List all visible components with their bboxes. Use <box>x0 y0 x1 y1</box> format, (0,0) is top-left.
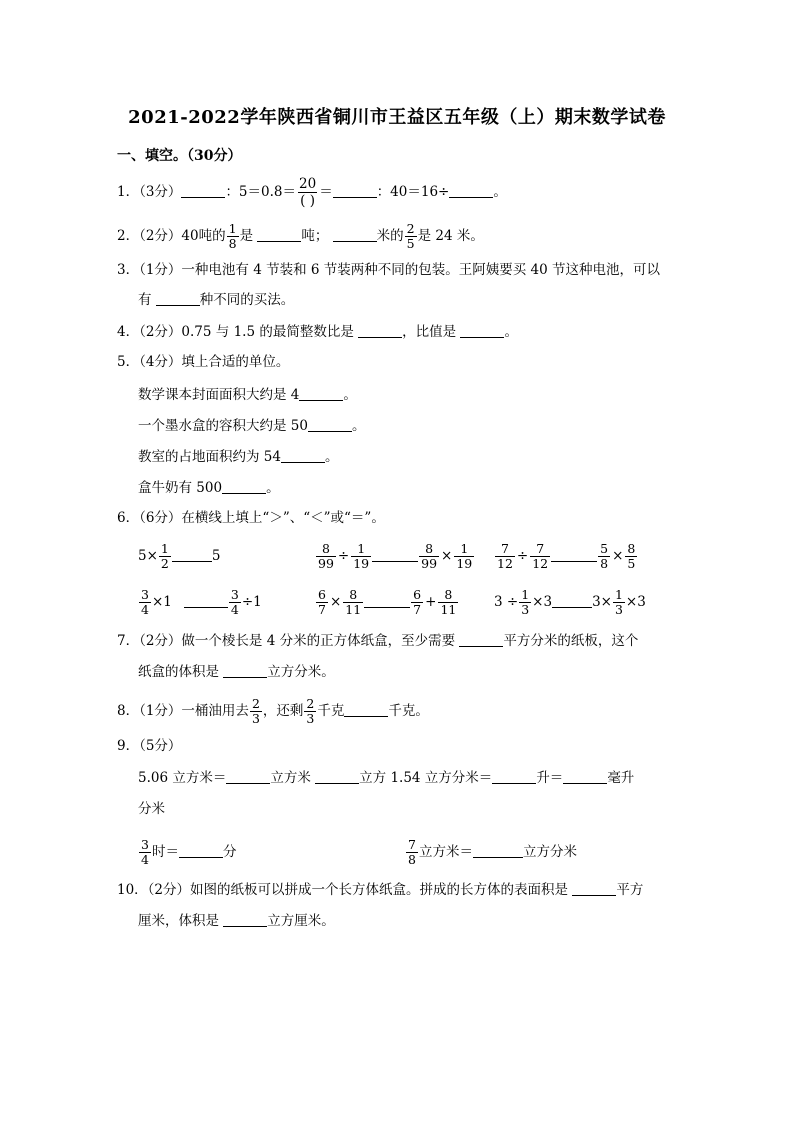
answer-blank[interactable] <box>473 843 523 858</box>
answer-blank[interactable] <box>572 881 616 896</box>
answer-blank[interactable] <box>333 183 377 198</box>
answer-blank[interactable] <box>222 479 266 494</box>
fraction: $\frac{1}{8}$ <box>228 221 237 251</box>
question-5: 5．（4分）填上合适的单位。 <box>117 354 290 370</box>
answer-blank[interactable] <box>257 227 301 242</box>
question-3-line-2: 有 种不同的买法。 <box>138 292 295 308</box>
fraction: $\frac{8}{11}$ <box>345 587 362 617</box>
answer-blank[interactable] <box>181 183 225 198</box>
question-7: 7．（2分）做一个棱长是 4 分米的正方体纸盒，至少需要 平方分米的纸板，这个 <box>117 633 639 649</box>
answer-blank[interactable] <box>308 417 352 432</box>
fraction: $\frac{2}{5}$ <box>406 221 415 251</box>
question-9-line-1: 5.06 立方米＝ 立方米 立方 1.54 立方分米＝ 升＝ 毫升 <box>138 770 635 786</box>
question-3-line-1: 3．（1分）一种电池有 4 节装和 6 节装两种不同的包装。王阿姨要买 40 节这种电池，可以 <box>117 262 661 278</box>
fraction: $\frac{3}{4}$ <box>230 587 239 617</box>
question-5-item: 教室的占地面积约为 54 。 <box>138 449 339 465</box>
fraction: $\frac{6}{7}$ <box>413 587 422 617</box>
fraction: $\frac{3}{4}$ <box>141 587 149 617</box>
question-8: 8．（1分）一桶油用去 $\frac{2}{3}$ ，还剩 $\frac{2}{3}$ 千克 千克。 <box>117 696 429 726</box>
answer-blank[interactable] <box>223 663 267 678</box>
answer-blank[interactable] <box>299 386 343 401</box>
fraction: $\frac{5}{8}$ <box>600 541 609 571</box>
question-9-line-3b: $\frac{7}{8}$ 立方米＝ 立方分米 <box>408 837 577 867</box>
question-2: 2．（2分）40吨的 $\frac{1}{8}$ 是 吨； 米的 $\frac{2}{5}$ 是 24 米。 <box>117 221 484 251</box>
answer-blank[interactable] <box>172 547 212 562</box>
answer-blank[interactable] <box>226 769 270 784</box>
fraction: $\frac{1}{3}$ <box>614 587 623 617</box>
question-5-item: 一个墨水盒的容积大约是 50 。 <box>138 418 366 434</box>
answer-blank[interactable] <box>372 547 418 562</box>
answer-blank[interactable] <box>364 593 410 608</box>
question-9-line-2: 分米 <box>138 801 165 817</box>
question-1: 1．（3分） ：5＝0.8＝ $\frac{20}{( )}$ ＝ ：40＝16÷ 。 <box>117 176 507 209</box>
answer-blank[interactable] <box>223 912 267 927</box>
question-7-line-2: 纸盒的体积是 立方分米。 <box>138 664 335 680</box>
answer-blank[interactable] <box>449 183 493 198</box>
answer-blank[interactable] <box>179 843 223 858</box>
fraction: $\frac{6}{7}$ <box>318 587 326 617</box>
answer-blank[interactable] <box>552 593 592 608</box>
answer-blank[interactable] <box>315 769 359 784</box>
question-9-line-3: $\frac{3}{4}$ 时＝ 分 <box>141 837 237 867</box>
answer-blank[interactable] <box>184 593 228 608</box>
compare-item: $\frac{3}{4}$ ×1 $\frac{3}{4}$ ÷1 <box>141 587 262 617</box>
compare-item: $\frac{8}{99}$ ÷ $\frac{1}{19}$ $\frac{8}{99}$ × $\frac{1}{19}$ <box>318 541 473 571</box>
compare-item: 5× $\frac{1}{2}$ 5 <box>138 541 221 571</box>
fraction: $\frac{7}{8}$ <box>408 837 416 867</box>
question-9: 9．（5分） <box>117 738 182 754</box>
question-5-item: 盒牛奶有 500 。 <box>138 480 280 496</box>
fraction: $\frac{7}{12}$ <box>497 541 513 571</box>
compare-item: $\frac{7}{12}$ ÷ $\frac{7}{12}$ $\frac{5}{8}$ × $\frac{8}{5}$ <box>497 541 636 571</box>
answer-blank[interactable] <box>156 291 200 306</box>
answer-blank[interactable] <box>459 632 503 647</box>
fraction: $\frac{8}{99}$ <box>421 541 438 571</box>
fraction: $\frac{20}{( )}$ <box>299 176 317 209</box>
answer-blank[interactable] <box>492 769 536 784</box>
fraction: $\frac{8}{5}$ <box>627 541 636 571</box>
fraction: $\frac{3}{4}$ <box>141 837 149 867</box>
answer-blank[interactable] <box>333 227 377 242</box>
answer-blank[interactable] <box>551 547 597 562</box>
answer-blank[interactable] <box>281 448 325 463</box>
question-6: 6．（6分）在横线上填上“＞”、“＜”或“＝”。 <box>117 510 385 526</box>
question-10: 10．（2分）如图的纸板可以拼成一个长方体纸盒。拼成的长方体的表面积是 平方 <box>117 882 644 898</box>
answer-blank[interactable] <box>344 702 388 717</box>
fraction: $\frac{7}{12}$ <box>532 541 549 571</box>
answer-blank[interactable] <box>563 769 607 784</box>
fraction: $\frac{8}{99}$ <box>318 541 334 571</box>
fraction: $\frac{1}{2}$ <box>160 541 169 571</box>
fraction: $\frac{1}{3}$ <box>521 587 530 617</box>
answer-blank[interactable] <box>460 323 504 338</box>
fraction: $\frac{1}{19}$ <box>353 541 370 571</box>
fraction: $\frac{8}{11}$ <box>440 587 457 617</box>
fraction: $\frac{1}{19}$ <box>456 541 473 571</box>
question-5-item: 数学课本封面面积大约是 4 。 <box>138 387 357 403</box>
section-heading: 一、填空。（30分） <box>117 148 242 164</box>
compare-item: 3 ÷ $\frac{1}{3}$ ×3 3× $\frac{1}{3}$ ×3 <box>494 587 646 617</box>
question-4: 4．（2分）0.75 与 1.5 的最简整数比是 ，比值是 。 <box>117 324 518 340</box>
compare-item: $\frac{6}{7}$ × $\frac{8}{11}$ $\frac{6}{7}$ + $\frac{8}{11}$ <box>318 587 457 617</box>
question-10-line-2: 厘米，体积是 立方厘米。 <box>138 913 335 929</box>
page-title: 2021-2022学年陕西省铜川市王益区五年级（上）期末数学试卷 <box>128 107 666 128</box>
answer-blank[interactable] <box>358 323 402 338</box>
fraction: $\frac{2}{3}$ <box>306 696 315 726</box>
fraction: $\frac{2}{3}$ <box>251 696 260 726</box>
